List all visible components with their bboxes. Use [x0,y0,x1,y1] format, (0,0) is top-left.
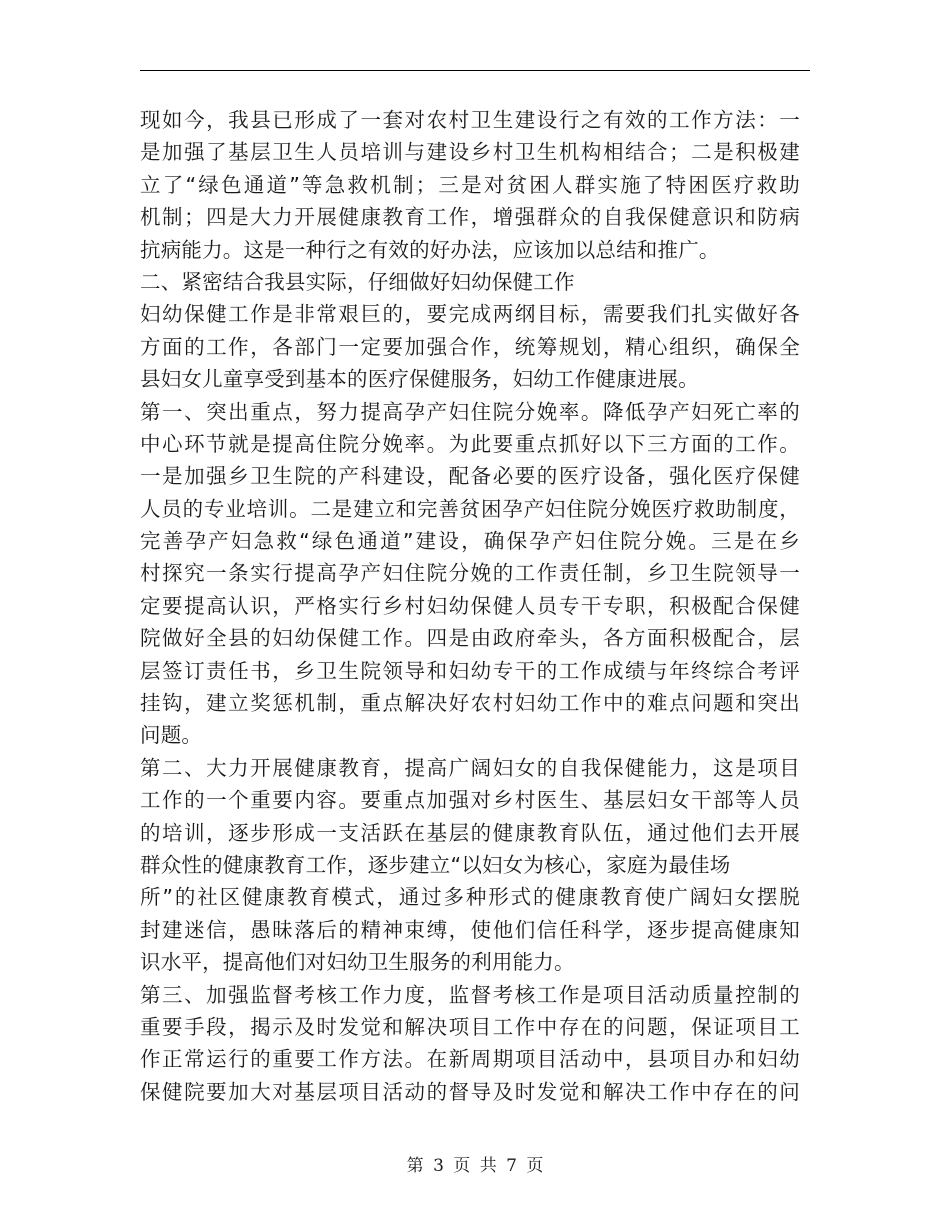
text-line: 妇幼保健工作是非常艰巨的，要完成两纲目标，需要我们扎实做好各 [140,302,800,327]
text-line: 作正常运行的重要工作方法。在新周期项目活动中，县项目办和妇幼 [140,1047,800,1072]
text-line: 村探究一条实行提高孕产妇住院分娩的工作责任制，乡卫生院领导一 [140,561,800,586]
text-line: 立了“绿色通道”等急救机制；三是对贫困人群实施了特困医疗救助 [140,172,800,197]
page-footer: 第 3 页 共 7 页 [406,1156,544,1176]
text-line: 人员的专业培训。二是建立和完善贫困孕产妇住院分娩医疗救助制度， [140,496,800,521]
text-line: 县妇女儿童享受到基本的医疗保健服务，妇幼工作健康进展。 [140,367,699,392]
text-line: 层签订责任书，乡卫生院领导和妇幼专干的工作成绩与年终综合考评 [140,658,800,683]
text-line: 封建迷信，愚昧落后的精神束缚，使他们信任科学，逐步提高健康知 [140,917,800,942]
text-line: 识水平，提高他们对妇幼卫生服务的利用能力。 [140,950,575,975]
text-line: 中心环节就是提高住院分娩率。为此要重点抓好以下三方面的工作。 [140,431,800,456]
text-line: 二、紧密结合我县实际，仔细做好妇幼保健工作 [140,269,575,294]
text-line: 是加强了基层卫生人员培训与建设乡村卫生机构相结合；二是积极建 [140,140,800,165]
text-line: 方面的工作，各部门一定要加强合作，统筹规划，精心组织，确保全 [140,334,800,359]
text-line: 第三、加强监督考核工作力度，监督考核工作是项目活动质量控制的 [140,982,800,1007]
text-line: 挂钩，建立奖惩机制，重点解决好农村妇幼工作中的难点问题和突出 [140,691,800,716]
body-text [140,104,800,1108]
header-rule [140,70,810,71]
text-line: 机制；四是大力开展健康教育工作，增强群众的自我保健意识和防病 [140,205,800,230]
text-line: 保健院要加大对基层项目活动的督导及时发觉和解决工作中存在的问 [140,1079,800,1104]
text-line: 抗病能力。这是一种行之有效的好办法，应该加以总结和推广。 [140,237,720,262]
text-line: 工作的一个重要内容。要重点加强对乡村医生、基层妇女干部等人员 [140,788,800,813]
text-line: 一是加强乡卫生院的产科建设，配备必要的医疗设备，强化医疗保健 [140,464,800,489]
text-line: 现如今，我县已形成了一套对农村卫生建设行之有效的工作方法：一 [140,108,800,132]
text-line: 第二、大力开展健康教育，提高广阔妇女的自我保健能力，这是项目 [140,755,800,780]
text-line: 问题。 [140,723,203,748]
text-line: 重要手段，揭示及时发觉和解决项目工作中存在的问题，保证项目工 [140,1014,800,1039]
text-line: 群众性的健康教育工作，逐步建立“以妇女为核心，家庭为最佳场 [140,852,731,877]
text-line: 完善孕产妇急救“绿色通道”建设，确保孕产妇住院分娩。三是在乡 [140,529,800,554]
text-line: 的培训，逐步形成一支活跃在基层的健康教育队伍，通过他们去开展 [140,820,800,845]
text-line: 第一、突出重点，努力提高孕产妇住院分娩率。降低孕产妇死亡率的 [140,399,800,424]
text-line: 院做好全县的妇幼保健工作。四是由政府牵头，各方面积极配合，层 [140,626,800,651]
text-line: 所”的社区健康教育模式，通过多种形式的健康教育使广阔妇女摆脱 [140,885,800,910]
text-line: 定要提高认识，严格实行乡村妇幼保健人员专干专职，积极配合保健 [140,593,800,618]
